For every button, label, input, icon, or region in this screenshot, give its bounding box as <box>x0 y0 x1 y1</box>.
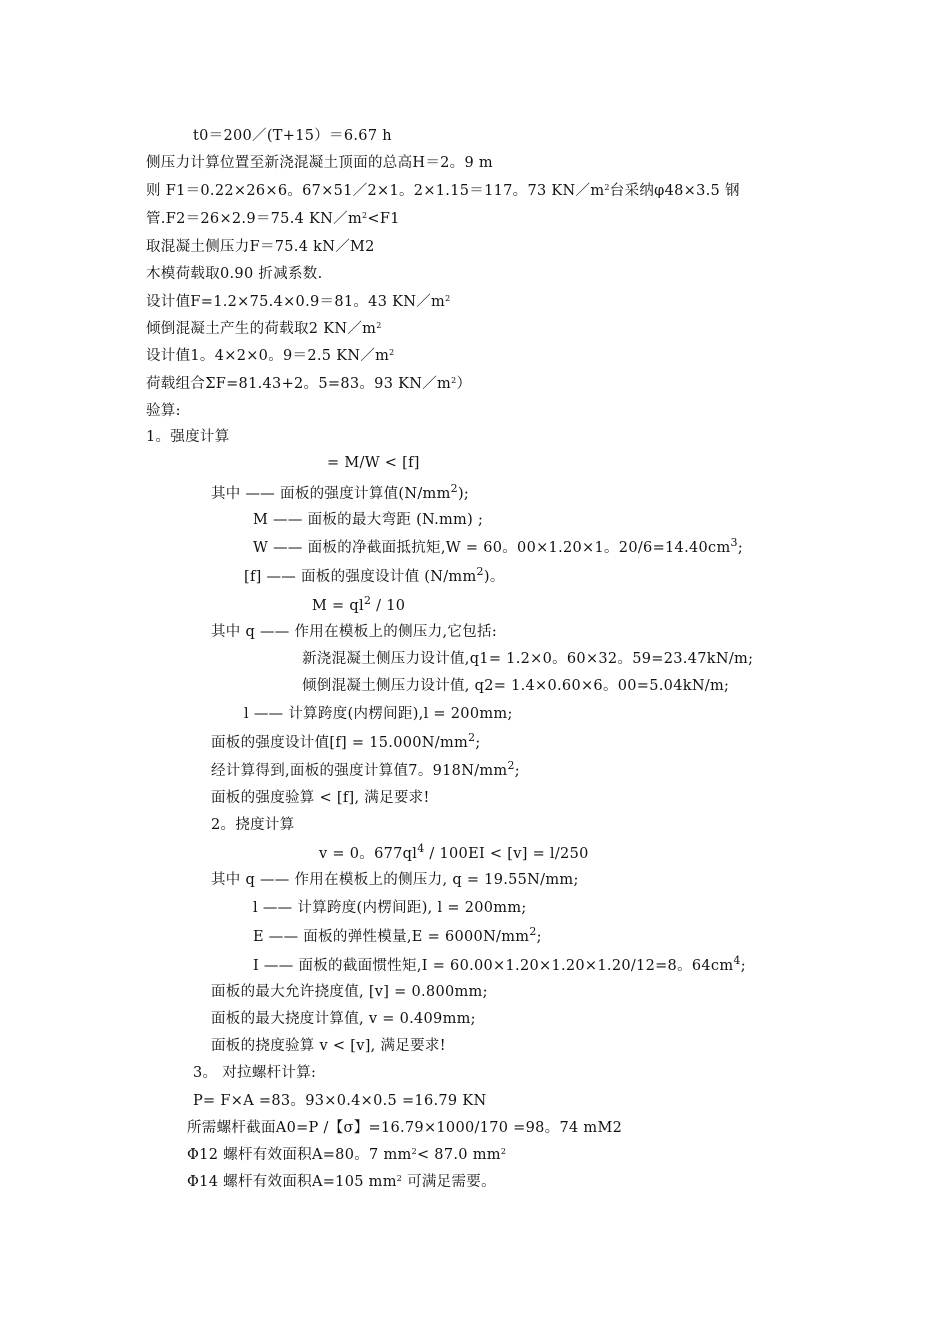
text-line: Φ12 螺杆有效面积A=80。7 $mm^2< 87.0$ $mm^2$ <box>187 1147 507 1163</box>
text-line: 则 F1＝0.22×26×6。67×51／2×1。2×1.15＝117。73 $KN/m^2$台采纳φ48×3.5 钢 <box>146 183 740 199</box>
text-line: 面板的最大允许挠度值, [v] = 0.800mm; <box>211 984 488 1000</box>
text-line: 侧压力计算位置至新浇混凝土顶面的总高H＝2。9 m <box>146 155 493 171</box>
text-line: 取混凝土侧压力F＝75.4 kN／M2 <box>146 239 375 255</box>
text-line: 倾倒混凝土侧压力设计值, q2= 1.4×0.60×6。00=5.04kN/m; <box>302 678 730 694</box>
text-line: M —— 面板的最大弯距 (N.mm) ; <box>253 512 484 528</box>
text-line: [f] —— 面板的强度设计值 $(N/mm^2)$。 <box>244 565 505 585</box>
text-line: 木模荷载取0.90 折减系数. <box>146 266 323 282</box>
text-line: 新浇混凝土侧压力设计值,q1= 1.2×0。60×32。59=23.47kN/m; <box>302 651 754 667</box>
text-line: 其中 —— 面板的强度计算值$(N/mm^2)$; <box>211 482 470 502</box>
text-line: E —— 面板的弹性模量$,E = 6000N/mm^2$; <box>253 925 542 945</box>
text-line: 所需螺杆截面A0=P /【σ】=16.79×1000/170 =98。74 mM2 <box>187 1120 623 1136</box>
text-line: 面板的挠度验算 v < [v], 满足要求! <box>211 1038 446 1054</box>
text-line: P= F×A =83。93×0.4×0.5 =16.79 KN <box>193 1093 487 1109</box>
formula: v = 0。$677ql^4 / 100EI < [v] = l/250$ <box>319 842 589 862</box>
text-line: 荷载组合ΣF=81.43+2。5=83。93 $KN/m^2$） <box>146 376 472 392</box>
text-line: 面板的强度设计值$[f] = 15.000N/mm^2$; <box>211 731 481 751</box>
text-line: 设计值F=1.2×75.4×0.9＝81。43 $KN/m^2$ <box>146 294 451 310</box>
formula: $M = ql^2 / 10$ <box>312 594 406 614</box>
text-line: t0＝200／(T+15）＝6.67 h <box>193 128 392 144</box>
section-heading: 2。挠度计算 <box>211 817 295 833</box>
section-heading: 3。 对拉螺杆计算: <box>193 1065 317 1081</box>
text-line: Φ14 螺杆有效面积A=105 $mm^2$ 可满足需要。 <box>187 1174 496 1190</box>
text-line: l —— 计算跨度(内楞间距),l = 200mm; <box>244 706 513 722</box>
text-line: l —— 计算跨度(内楞间距), l = 200mm; <box>253 900 527 916</box>
text-line: 验算: <box>146 403 181 419</box>
text-line: I —— 面板的截面惯性矩,I = 60.00×1.20×1.20×1.20/12=8。$64cm^4$; <box>253 954 746 974</box>
text-line: 面板的强度验算 < [f], 满足要求! <box>211 790 430 806</box>
text-line: 其中 q —— 作用在模板上的侧压力, q = 19.55N/mm; <box>211 872 579 888</box>
text-line: 管.F2＝26×2.9＝75.4 $KN/m^2<F1$ <box>146 211 400 227</box>
text-line: 其中 q —— 作用在模板上的侧压力,它包括: <box>211 624 498 640</box>
text-line: 经计算得到,面板的强度计算值7。$918N/mm^2$; <box>211 759 520 779</box>
section-heading: 1。强度计算 <box>146 429 230 445</box>
formula: = M/W < [f] <box>327 455 420 471</box>
text-line: 设计值1。4×2×0。9＝2.5 $KN/m^2$ <box>146 348 395 364</box>
text-line: 倾倒混凝土产生的荷载取2 $KN/m^2$ <box>146 321 382 337</box>
text-line: 面板的最大挠度计算值, v = 0.409mm; <box>211 1011 476 1027</box>
text-line: W —— 面板的净截面抵抗矩,W = 60。00×1.20×1。$20/6=14.40cm^3$; <box>253 536 744 556</box>
